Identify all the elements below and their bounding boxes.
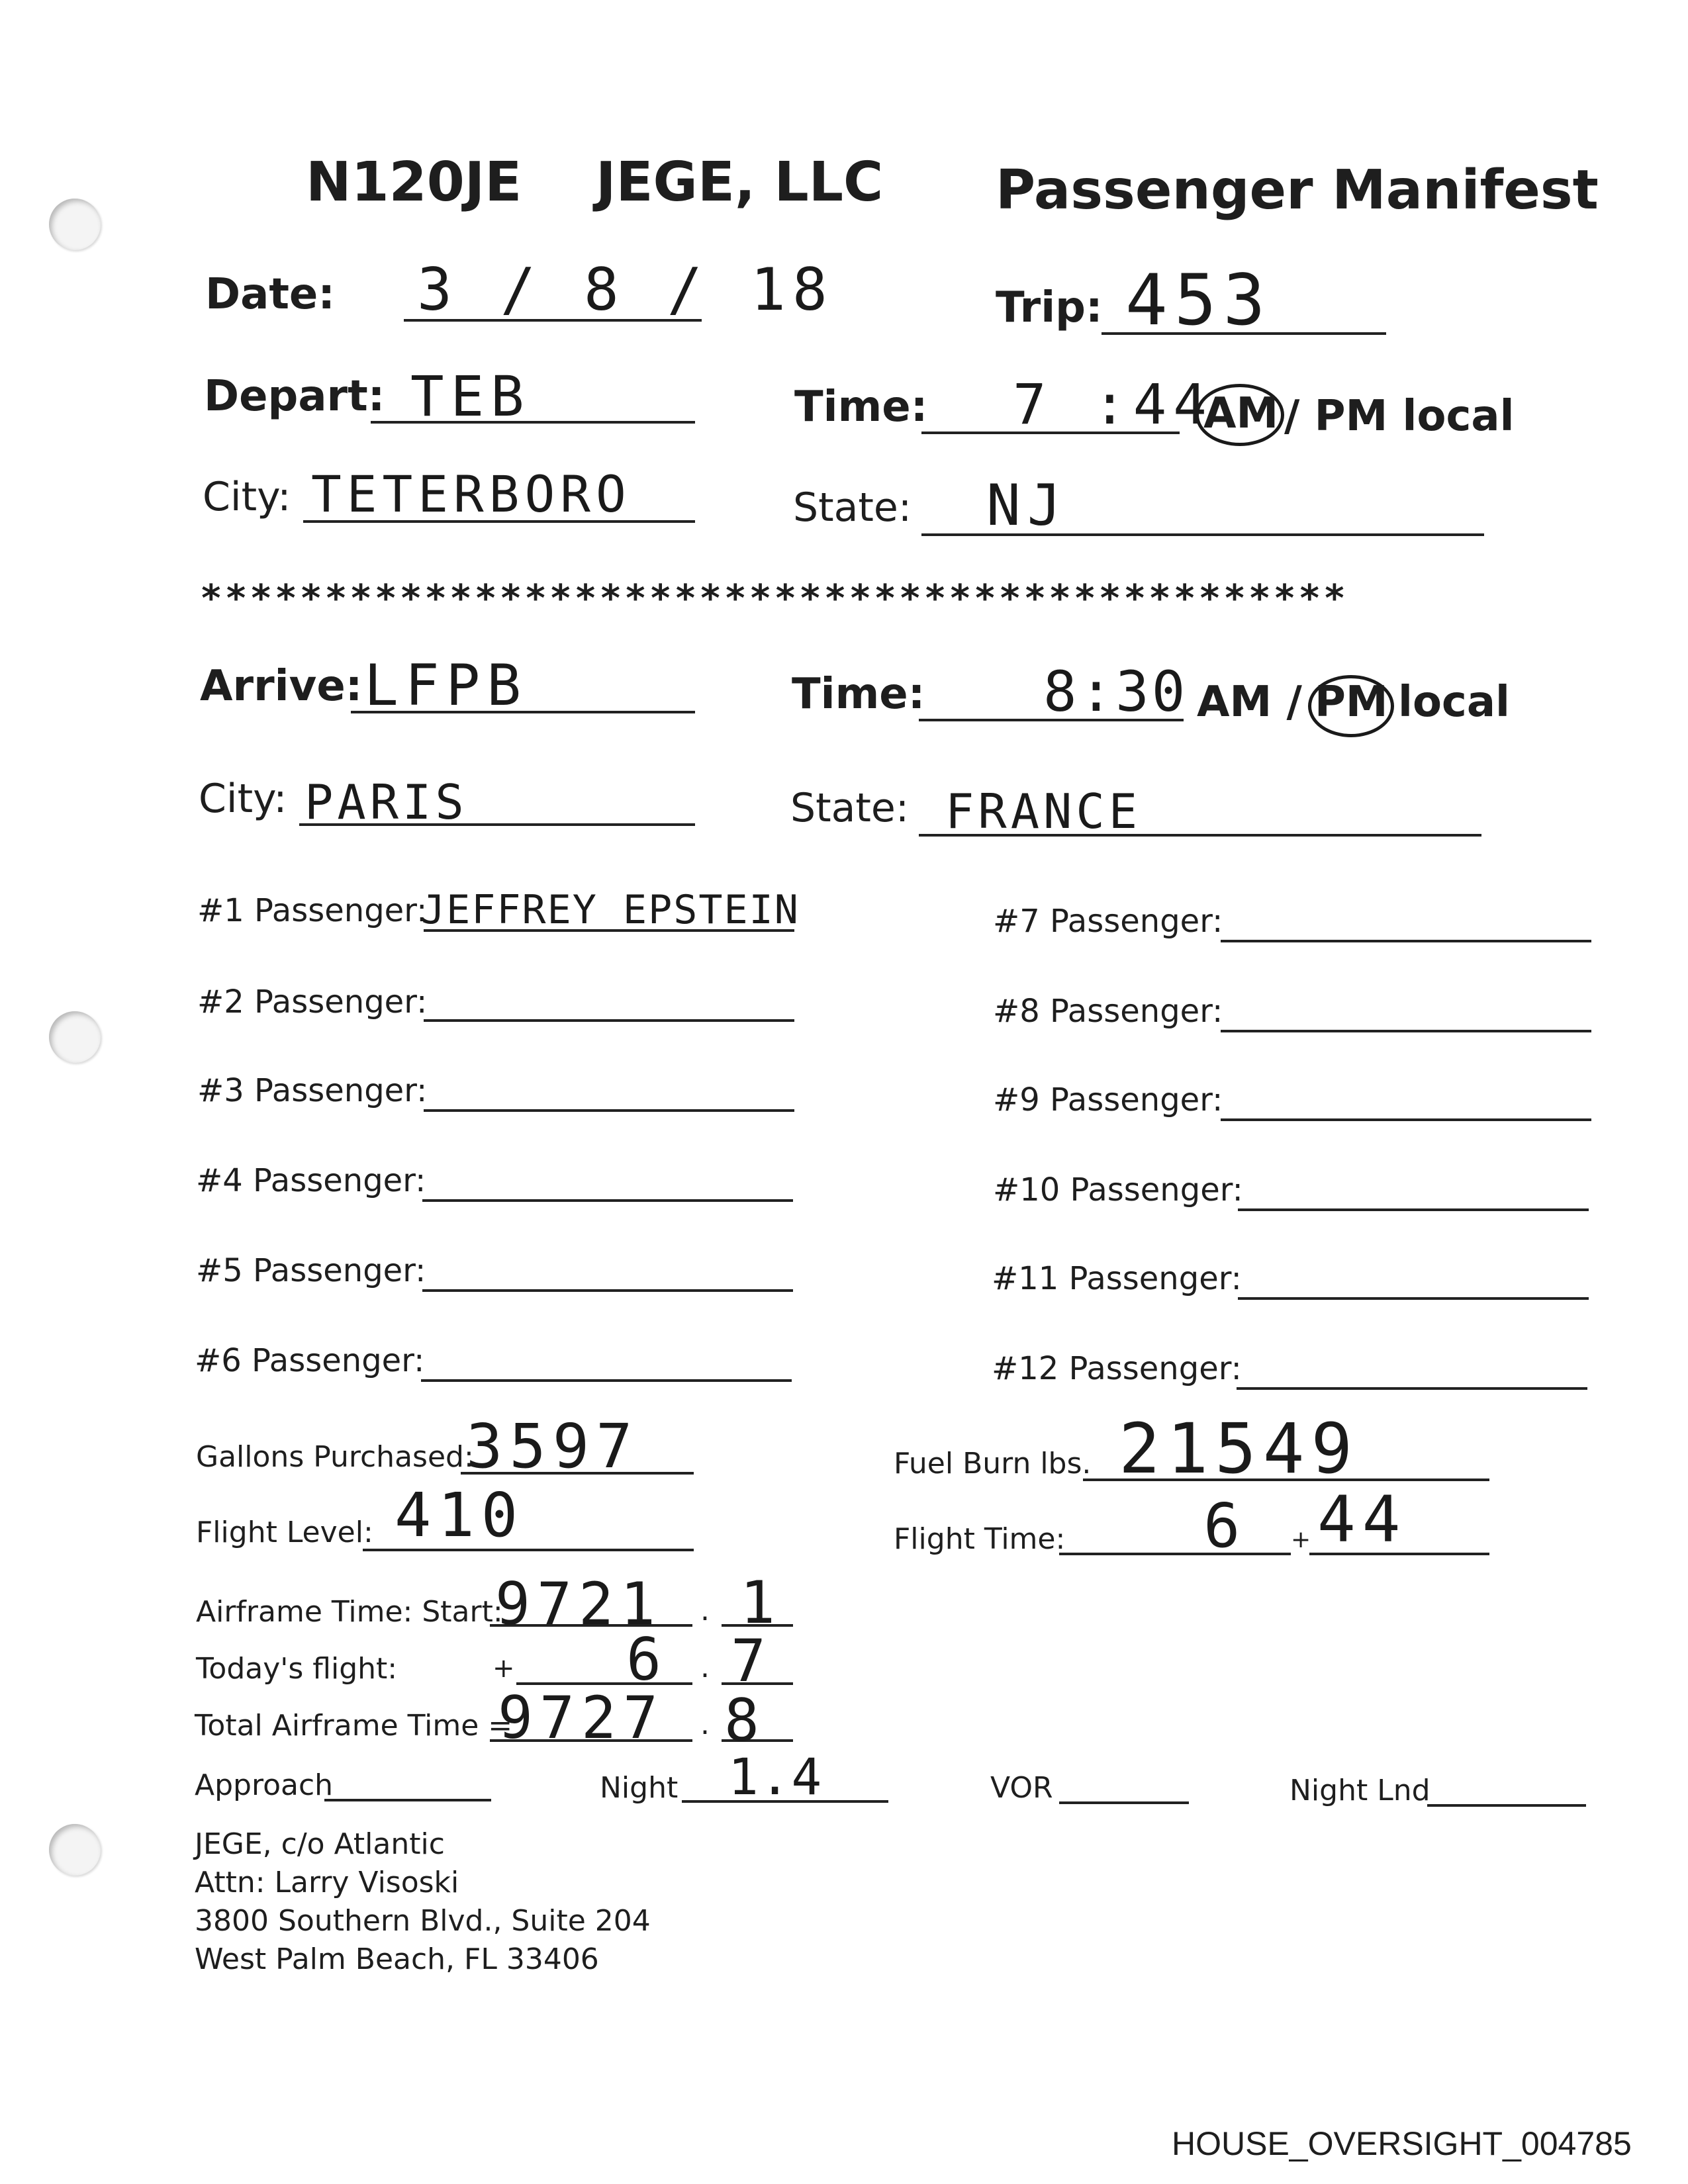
section-separator: ********************************************** xyxy=(200,577,1348,620)
passenger-4-field[interactable] xyxy=(422,1199,793,1202)
binder-hole-middle xyxy=(49,1011,101,1063)
todays-flight-label: Today's flight: xyxy=(196,1652,398,1686)
passenger-2-field[interactable] xyxy=(424,1019,794,1022)
flight-level-label: Flight Level: xyxy=(196,1516,373,1549)
flight-time-hours-value: 6 xyxy=(1203,1490,1247,1561)
passenger-9-label: #9 Passenger: xyxy=(993,1081,1223,1118)
gallons-purchased-value: 3597 xyxy=(466,1411,639,1482)
vor-label: VOR xyxy=(990,1771,1053,1805)
airframe-start-whole-value: 9721 xyxy=(495,1570,662,1638)
passenger-5-label: #5 Passenger: xyxy=(196,1252,426,1289)
binder-hole-top xyxy=(49,199,101,250)
trip-value: 453 xyxy=(1125,259,1272,341)
passenger-9-field[interactable] xyxy=(1221,1118,1591,1121)
arrive-state-label: State: xyxy=(790,785,910,831)
depart-state-label: State: xyxy=(793,484,912,531)
arrive-value: LFPB xyxy=(364,653,528,719)
flight-time-label: Flight Time: xyxy=(894,1522,1066,1556)
arrive-ampm-suffix: local xyxy=(1398,678,1510,727)
passenger-1-value: JEFFREY EPSTEIN xyxy=(421,887,800,933)
night-lnd-label: Night Lnd xyxy=(1289,1774,1430,1807)
fuel-burn-value: 21549 xyxy=(1119,1408,1360,1489)
depart-city-label: City: xyxy=(203,474,291,520)
vor-field[interactable] xyxy=(1059,1801,1189,1804)
passenger-7-field[interactable] xyxy=(1221,940,1591,942)
airframe-start-label: Airframe Time: Start: xyxy=(196,1595,503,1629)
fuel-burn-label: Fuel Burn lbs. xyxy=(894,1447,1092,1480)
todays-flight-dot: . xyxy=(700,1651,710,1684)
passenger-6-field[interactable] xyxy=(421,1379,792,1382)
passenger-3-label: #3 Passenger: xyxy=(197,1072,428,1109)
arrive-state-value: FRANCE xyxy=(945,784,1142,839)
total-airframe-whole-value: 9727 xyxy=(498,1684,665,1752)
trip-label: Trip: xyxy=(996,283,1103,332)
document-id: HOUSE_OVERSIGHT_004785 xyxy=(1172,2125,1632,2162)
company-name: JEGE, LLC xyxy=(596,151,884,214)
address-line-4: West Palm Beach, FL 33406 xyxy=(195,1942,599,1976)
night-label: Night xyxy=(600,1771,679,1805)
depart-am-label: AM xyxy=(1203,389,1279,438)
flight-time-hours-field[interactable] xyxy=(1059,1553,1291,1555)
depart-time-value: 7 :44 xyxy=(1013,372,1213,437)
arrive-time-label: Time: xyxy=(792,670,925,719)
flight-time-minutes-value: 44 xyxy=(1317,1482,1407,1557)
night-value: 1.4 xyxy=(728,1747,823,1806)
form-title: Passenger Manifest xyxy=(996,159,1599,222)
passenger-2-label: #2 Passenger: xyxy=(197,983,428,1021)
depart-time-label: Time: xyxy=(794,383,928,432)
total-airframe-tenth-value: 8 xyxy=(724,1686,766,1754)
total-airframe-label: Total Airframe Time = xyxy=(195,1709,513,1743)
todays-flight-tenth-value: 7 xyxy=(731,1627,773,1695)
address-line-3: 3800 Southern Blvd., Suite 204 xyxy=(195,1904,651,1938)
depart-label: Depart: xyxy=(204,372,385,421)
passenger-6-label: #6 Passenger: xyxy=(195,1342,425,1379)
flight-level-value: 410 xyxy=(395,1480,525,1551)
address-line-1: JEGE, c/o Atlantic xyxy=(195,1827,445,1861)
passenger-4-label: #4 Passenger: xyxy=(196,1162,426,1199)
approach-label: Approach xyxy=(195,1768,334,1802)
passenger-12-field[interactable] xyxy=(1237,1387,1587,1390)
date-label: Date: xyxy=(205,270,335,319)
passenger-11-field[interactable] xyxy=(1238,1297,1589,1300)
passenger-10-field[interactable] xyxy=(1238,1208,1589,1211)
arrive-city-label: City: xyxy=(199,776,287,822)
passenger-12-label: #12 Passenger: xyxy=(992,1350,1242,1387)
gallons-purchased-label: Gallons Purchased: xyxy=(196,1440,474,1474)
depart-state-value: NJ xyxy=(986,473,1068,539)
passenger-7-label: #7 Passenger: xyxy=(993,903,1223,940)
todays-flight-plus: + xyxy=(492,1653,515,1684)
total-airframe-dot: . xyxy=(700,1707,710,1741)
depart-city-value: TETERBORO xyxy=(311,465,632,523)
passenger-5-field[interactable] xyxy=(422,1289,793,1292)
approach-field[interactable] xyxy=(324,1799,491,1801)
depart-ampm-rest: / PM local xyxy=(1284,392,1515,441)
arrive-ampm-prefix: AM / xyxy=(1197,678,1302,727)
binder-hole-bottom xyxy=(49,1824,101,1876)
airframe-start-tenth-value: 1 xyxy=(740,1569,782,1637)
arrive-label: Arrive: xyxy=(200,662,363,711)
passenger-3-field[interactable] xyxy=(424,1109,794,1112)
todays-flight-whole-value: 6 xyxy=(626,1625,668,1694)
tail-number: N120JE xyxy=(306,151,522,214)
depart-value: TEB xyxy=(410,364,531,429)
night-lnd-field[interactable] xyxy=(1427,1804,1586,1807)
address-line-2: Attn: Larry Visoski xyxy=(195,1866,459,1899)
passenger-8-label: #8 Passenger: xyxy=(993,993,1223,1030)
arrive-pm-label: PM xyxy=(1315,678,1388,727)
airframe-start-dot: . xyxy=(700,1594,710,1627)
passenger-8-field[interactable] xyxy=(1221,1030,1591,1032)
flight-time-plus: + xyxy=(1291,1526,1311,1553)
arrive-time-value: 8:30 xyxy=(1043,659,1188,724)
passenger-11-label: #11 Passenger: xyxy=(992,1260,1242,1297)
arrive-city-value: PARIS xyxy=(305,774,468,830)
date-value: 3 / 8 / 18 xyxy=(417,255,834,324)
passenger-10-label: #10 Passenger: xyxy=(993,1171,1243,1208)
passenger-1-label: #1 Passenger: xyxy=(197,892,428,929)
